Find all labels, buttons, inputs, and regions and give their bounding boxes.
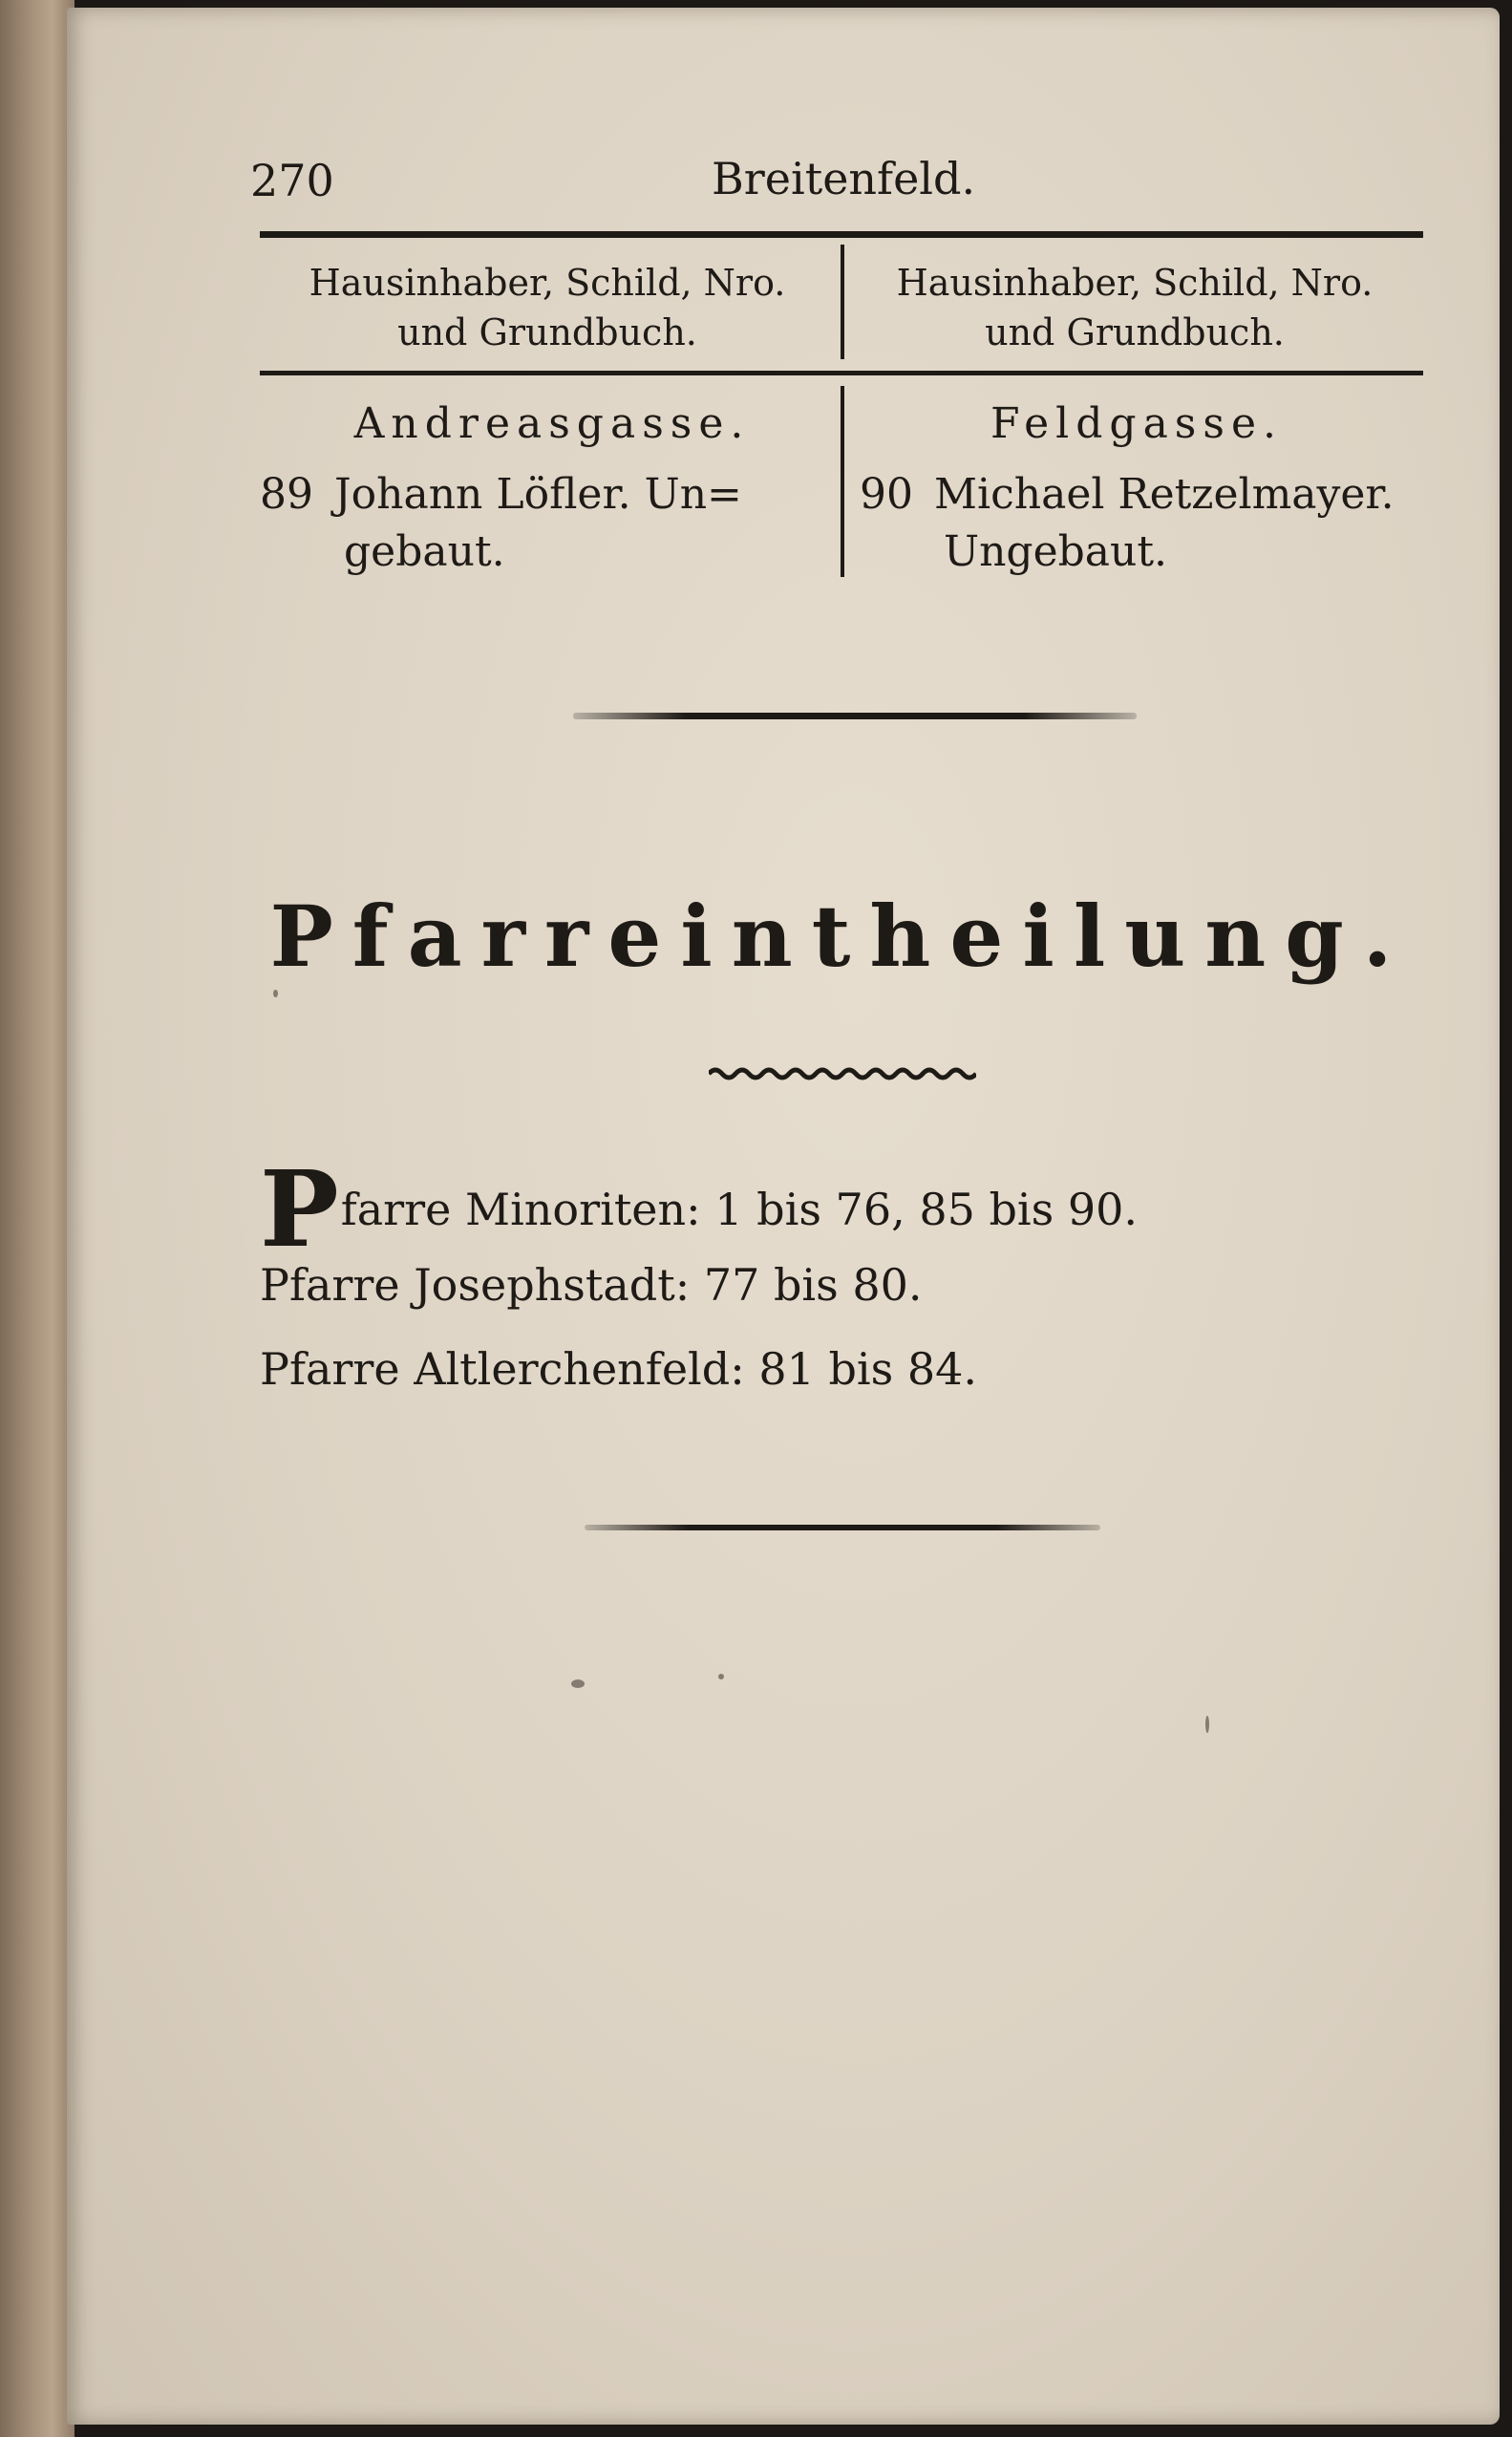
book-spine-edge — [0, 0, 75, 2437]
column-divider — [841, 245, 844, 359]
parish-text: farre Minoriten: 1 bis 76, 85 bis 90. — [340, 1184, 1139, 1235]
column-divider — [841, 386, 844, 577]
house-number: 89 — [260, 470, 313, 519]
section-title: Pfarreintheilung. — [269, 887, 1412, 986]
house-entry-text: Johann Löfler. Un= — [334, 470, 742, 519]
house-entry-right — [860, 466, 1433, 581]
table-header-rule — [260, 371, 1423, 375]
street-name-right: Feldgasse. — [990, 399, 1283, 448]
parish-line: Pfarre Josephstadt: 77 bis 80. — [260, 1259, 923, 1311]
ornamental-squiggle — [709, 1064, 976, 1083]
running-head: Breitenfeld. — [712, 153, 976, 204]
column-header-right — [853, 258, 1416, 357]
ornamental-rule — [585, 1525, 1100, 1530]
column-header-line: und Grundbuch. — [985, 311, 1285, 353]
paper-speck — [1205, 1716, 1209, 1733]
drop-initial: P — [260, 1147, 339, 1271]
column-header-left — [266, 258, 829, 357]
ornamental-rule — [573, 713, 1137, 719]
header-rule — [260, 231, 1423, 238]
house-entry-continuation: gebaut. — [344, 527, 505, 576]
paper-speck — [571, 1679, 585, 1688]
paper-speck — [718, 1674, 724, 1679]
street-name-left: Andreasgasse. — [353, 399, 751, 448]
house-entry-text: Michael Retzelmayer. — [934, 470, 1395, 519]
house-entry-continuation: Ungebaut. — [944, 527, 1168, 576]
column-header-line: Hausinhaber, Schild, Nro. — [309, 262, 786, 304]
paper-speck — [273, 990, 278, 997]
column-header-line: und Grundbuch. — [397, 311, 697, 353]
parish-line — [260, 1147, 1139, 1271]
house-entry-left — [260, 466, 833, 581]
parish-line: Pfarre Altlerchenfeld: 81 bis 84. — [260, 1343, 978, 1395]
house-number: 90 — [860, 470, 913, 519]
column-header-line: Hausinhaber, Schild, Nro. — [896, 262, 1374, 304]
page-number: 270 — [250, 155, 334, 206]
